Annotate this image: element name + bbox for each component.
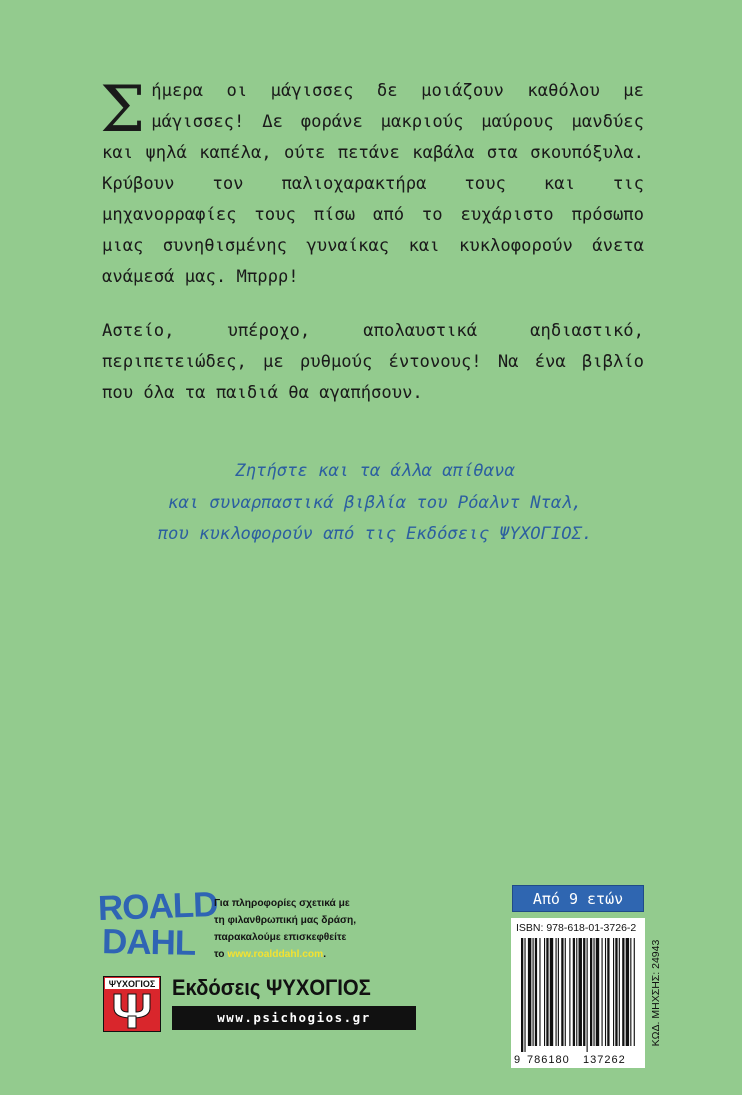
barcode-bar [558, 938, 559, 1046]
barcode-bar [602, 938, 603, 1046]
barcode-bar [544, 938, 545, 1046]
barcode-bar [524, 938, 525, 1052]
barcode-bar [546, 938, 548, 1046]
promo-line-3: που κυκλοφορούν από τις Εκδόσεις ΨΥΧΟΓΙΟΣ. [157, 524, 593, 544]
charity-line-3: παρακαλούμε επισκεφθείτε [214, 932, 347, 943]
barcode-bar [634, 938, 635, 1046]
promo-line-1: Ζητήστε και τα άλλα απίθανα [235, 461, 515, 481]
roald-dahl-logo [97, 884, 219, 963]
roalddahl-url-link[interactable]: www.roalddahl.com [227, 949, 324, 960]
back-cover-blurb [100, 73, 644, 409]
charity-line-4-suffix: . [323, 949, 327, 960]
barcode-bar [573, 938, 575, 1046]
charity-line-4-prefix: το [214, 949, 228, 960]
drop-cap: Σ [100, 73, 146, 147]
promo-line-2: και συναρπαστικά βιβλία του Ρόαλντ Νταλ, [168, 492, 582, 513]
blurb-paragraph-1 [100, 73, 644, 293]
barcode-bar [539, 938, 540, 1046]
barcode-bar [533, 938, 534, 1046]
blurb-paragraph-1-text: ήμερα οι μάγισσες δε μοιάζουν καθόλου με μάγισσες! Δε φοράνε μακριούς μαύρους μανδύες και ψηλά καπέλα, ούτε πετάνε καβάλα στα σκουπόξυλα. Κρύβουν τον παλιοχαρακτήρα τους και τις μηχανορραφίες τους πίσω από το ευχάριστο πρόσωπο μιας συνηθισμένης γυναίκας και κυκλοφορούν άνετα ανάμεσά μας. Μπρρρ! [102, 81, 644, 287]
age-badge: Από 9 ετών [512, 885, 644, 912]
barcode-digits-right: 137262 [583, 1054, 626, 1066]
barcode-bar [596, 938, 599, 1046]
barcode-digit-first: 9 [514, 1054, 521, 1066]
barcode-bar [593, 938, 594, 1046]
promo-text [110, 456, 640, 551]
charity-line-1: Για πληροφορίες σχετικά με [214, 898, 350, 909]
psichogios-logo-icon [103, 976, 161, 1032]
barcode-bar [535, 938, 537, 1046]
barcode-bar [605, 938, 606, 1046]
barcode-bar [626, 938, 629, 1046]
publisher-name: Εκδόσεις ΨΥΧΟΓΙΟΣ [172, 975, 371, 1000]
barcode-bar [579, 938, 582, 1046]
barcode-bar [622, 938, 624, 1046]
roald-dahl-logo-line-1: ROALD [97, 884, 219, 929]
barcode-bar [583, 938, 585, 1046]
barcode-bar [613, 938, 614, 1046]
isbn-label: ISBN: 978-618-01-3726-2 [516, 922, 637, 934]
psichogios-logo-text: ΨΥΧΟΓΙΟΣ [108, 979, 156, 989]
barcode-bar [565, 938, 566, 1046]
barcode-box [511, 918, 645, 1068]
barcode-bar [576, 938, 577, 1046]
barcode-bar [569, 938, 570, 1046]
barcode-bar [561, 938, 563, 1046]
charity-info [214, 895, 414, 963]
barcode-bar [528, 938, 531, 1046]
barcode-bar [550, 938, 553, 1046]
barcode-bar [615, 938, 617, 1046]
barcode-bar [630, 938, 631, 1046]
barcode-bar [607, 938, 609, 1046]
barcode-bar [556, 938, 557, 1046]
psichogios-logo [103, 976, 161, 1032]
barcode-bar [521, 938, 523, 1052]
barcode-digits-left: 786180 [527, 1054, 570, 1066]
blurb-paragraph-2: Αστείο, υπέροχο, απολαυστικά αηδιαστικό, περιπετειώδες, με ρυθμούς έντονους! Να ένα βιβλίο που όλα τα παιδιά θα αγαπήσουν. [102, 321, 644, 403]
barcode-bar [619, 938, 620, 1046]
barcode-bar [587, 938, 588, 1052]
barcode-digits [511, 1053, 645, 1067]
product-code-text: ΚΩΔ. ΜΗΧΣΗΣ: 24943 [650, 939, 662, 1047]
charity-line-4 [214, 946, 414, 963]
product-code-vertical [649, 918, 663, 1068]
barcode-bar [590, 938, 592, 1046]
charity-line-2: τη φιλανθρωπική μας δράση, [214, 915, 357, 926]
publisher-url-link[interactable]: www.psichogios.gr [172, 1006, 416, 1030]
barcode [511, 936, 645, 1054]
roald-dahl-logo-line-2: DAHL [101, 922, 196, 963]
